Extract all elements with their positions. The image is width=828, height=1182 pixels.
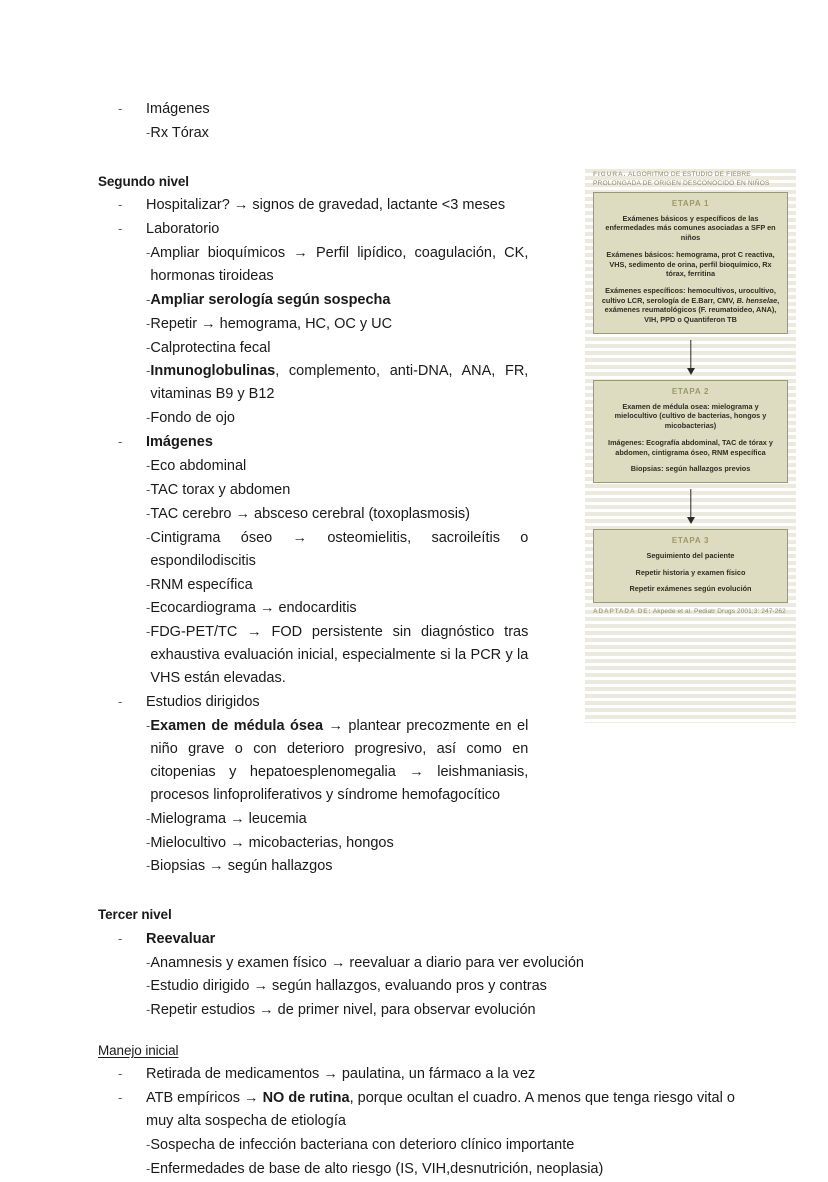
list-item-label — [150, 715, 528, 807]
bullet-dash: - — [146, 858, 151, 874]
bullet-dash: - — [146, 718, 151, 733]
atb-emphasis: NO de rutina — [262, 1090, 350, 1107]
bullet-dash: - — [146, 363, 151, 379]
etapa-2-box — [593, 380, 788, 483]
bullet-dash: - — [146, 244, 151, 260]
list-item-label: Repetir estudios → de primer nivel, para observar evolución — [150, 1002, 536, 1019]
figure-caption-text: ALGORITMO DE ESTUDIO DE FIEBRE PROLONGADA DE ORIGEN DESCONOCIDO EN NIÑOS — [593, 171, 770, 188]
etapa-1-p3-a: Exámenes específicos: hemocultivos, urocultivo, cultivo LCR, serología de E.Barr, CMV, — [601, 285, 776, 305]
bullet-dash: - — [146, 810, 151, 826]
list-item-label — [146, 1087, 758, 1133]
list-item — [146, 832, 758, 855]
bullet-dash: - — [146, 624, 151, 640]
arrow-head-icon — [687, 517, 695, 524]
bullet-dash: - — [146, 410, 151, 426]
etapa-1-p3-italic: B. henselae — [736, 295, 778, 305]
list-item — [146, 975, 758, 998]
bullet-dash: - — [118, 694, 123, 710]
heading-segundo-nivel: Segundo nivel — [98, 173, 189, 189]
figure-caption-label: FIGURA. — [593, 171, 627, 178]
bullet-dash: - — [118, 220, 123, 236]
list-item-label: Imágenes — [146, 434, 213, 451]
bullet-dash: - — [146, 576, 151, 592]
etapa-2-title: ETAPA 2 — [671, 386, 710, 396]
list-item — [118, 98, 758, 121]
list-item-label — [150, 360, 528, 406]
etapa-1-paragraph-3 — [601, 286, 780, 325]
arrow-etapa1-to-etapa2 — [585, 334, 796, 380]
algorithm-figure — [585, 166, 796, 723]
list-item-label: FDG-PET/TC → FOD persistente sin diagnóstico tras exhaustiva evaluación inicial, especialmente si la PCR y la VHS están elevadas. — [150, 624, 529, 687]
list-item-label: RNM específica — [150, 576, 253, 593]
bullet-dash: - — [118, 434, 123, 450]
bullet-dash: - — [146, 600, 151, 616]
section-tercer-nivel — [98, 905, 758, 1022]
etapa-1-paragraph-2: Exámenes básicos: hemograma, prot C reactiva, VHS, sedimento de orina, perfil bioquímico, Rx tórax, ferritina — [606, 249, 775, 279]
list-item — [118, 1087, 758, 1133]
arrow-shaft — [690, 340, 691, 370]
list-item-label: Biopsias → según hallazgos — [150, 858, 333, 875]
list-item-label: Repetir → hemograma, HC, OC y UC — [150, 315, 393, 332]
bullet-dash: - — [118, 197, 123, 213]
etapa-1-paragraph-1: Exámenes básicos y específicos de las enfermedades más comunes asociadas a SFP en niños — [605, 213, 776, 243]
figure-source — [585, 603, 796, 617]
etapa-2-paragraph-3: Biopsias: según hallazgos previos — [630, 464, 751, 474]
etapa-2-paragraph-1: Examen de médula osea: mielograma y mielocultivo (cultivo de bacterias, hongos y micobacterias) — [614, 401, 767, 431]
list-item — [146, 1158, 758, 1181]
list-item — [146, 1134, 758, 1157]
etapa-3-paragraph-3: Repetir exámenes según evolución — [629, 584, 752, 594]
figure-source-label: ADAPTADA DE: — [593, 608, 652, 616]
etapa-1-p3-b: , exámenes reumatológicos (F. reumatoideo, ANA), VIH, PPD o Quantiferon TB — [604, 295, 780, 325]
list-item-label: Fondo de ojo — [150, 410, 235, 427]
list-item-label: Sospecha de infección bacteriana con deterioro clínico importante — [150, 1137, 575, 1154]
list-item-label: Hospitalizar? → signos de gravedad, lactante <3 meses — [146, 197, 506, 214]
atb-rest: , porque ocultan el cuadro. A menos que tenga riesgo vital o muy alta sospecha de etiología — [146, 1090, 735, 1130]
bullet-dash: - — [146, 1137, 151, 1153]
figure-caption — [585, 166, 796, 192]
bullet-dash: - — [146, 978, 151, 994]
list-item-label: Ecocardiograma → endocarditis — [150, 600, 357, 617]
list-item — [146, 122, 758, 145]
list-item-label: Calprotectina fecal — [150, 339, 271, 356]
list-item — [146, 999, 758, 1022]
list-item-label: Anamnesis y examen físico → reevaluar a diario para ver evolución — [150, 954, 584, 971]
list-item-label: Enfermedades de base de alto riesgo (IS, VIH,desnutrición, neoplasia) — [150, 1161, 604, 1178]
list-item-label: TAC torax y abdomen — [150, 481, 291, 498]
list-item-label: Imágenes — [146, 101, 210, 117]
list-item-label: Eco abdominal — [150, 458, 247, 475]
bullet-dash: - — [146, 291, 151, 307]
bullet-dash: - — [146, 481, 151, 497]
atb-lead: ATB empíricos → — [146, 1090, 263, 1107]
bullet-dash: - — [146, 458, 151, 474]
arrow-head-icon — [687, 368, 695, 375]
heading-tercer-nivel: Tercer nivel — [98, 907, 172, 923]
section-intro — [98, 98, 758, 145]
list-item — [146, 855, 758, 878]
list-item — [146, 808, 758, 831]
list-item-rest: → plantear precozmente en el niño grave o con deterioro progresivo, así como en citopenias y hepatoesplenomegalia → leishmaniasis, procesos linfoproliferativos y síndrome hemofagocítico — [150, 718, 529, 803]
list-item-emphasis: Inmunoglobulinas — [150, 363, 276, 380]
heading-manejo-inicial: Manejo inicial — [98, 1043, 179, 1059]
bullet-dash: - — [118, 930, 123, 946]
list-item-label: Mielocultivo → micobacterias, hongos — [150, 834, 394, 851]
list-item — [146, 715, 758, 807]
bullet-dash: - — [118, 101, 123, 116]
bullet-dash: - — [146, 529, 151, 545]
bullet-dash: - — [146, 124, 151, 140]
list-item-label: Estudios dirigidos — [146, 694, 260, 711]
spacer — [98, 879, 758, 905]
etapa-3-title: ETAPA 3 — [671, 535, 710, 545]
list-item-label: Ampliar serología según sospecha — [150, 291, 391, 308]
bullet-dash: - — [118, 1090, 123, 1106]
list-item-label: TAC cerebro → absceso cerebral (toxoplasmosis) — [150, 505, 470, 522]
list-item-label: Estudio dirigido → según hallazgos, evaluando pros y contras — [150, 978, 547, 995]
section-manejo-inicial — [98, 1041, 758, 1181]
etapa-3-paragraph-2: Repetir historia y examen físico — [635, 567, 746, 577]
bullet-dash: - — [146, 834, 151, 850]
list-item — [118, 1063, 758, 1086]
etapa-1-title: ETAPA 1 — [671, 198, 710, 208]
spacer — [98, 1023, 758, 1041]
list-item-emphasis: Examen de médula ósea — [150, 718, 324, 734]
bullet-dash: - — [146, 505, 151, 521]
list-item-label: Reevaluar — [146, 930, 216, 947]
list-item-label: Laboratorio — [146, 220, 220, 237]
list-item — [118, 928, 758, 951]
list-item — [146, 952, 758, 975]
list-item-label: Ampliar bioquímicos → Perfil lipídico, coagulación, CK, hormonas tiroideas — [150, 244, 529, 284]
etapa-1-box — [593, 192, 788, 334]
list-item-label: Mielograma → leucemia — [150, 810, 307, 827]
etapa-3-paragraph-1: Seguimiento del paciente — [646, 550, 735, 560]
bullet-dash: - — [146, 1161, 151, 1177]
bullet-dash: - — [146, 954, 151, 970]
bullet-dash: - — [118, 1066, 123, 1082]
figure-source-text: Akpede et al. Pediatr Drugs 2001;3: 247-262 — [651, 608, 786, 616]
bullet-dash: - — [146, 339, 151, 355]
etapa-2-paragraph-2: Imágenes: Ecografía abdominal, TAC de tórax y abdomen, cintigrama óseo, RNM específica — [608, 437, 773, 457]
bullet-dash: - — [146, 315, 151, 331]
arrow-shaft — [690, 489, 691, 519]
list-item-label: Retirada de medicamentos → paulatina, un fármaco a la vez — [146, 1066, 536, 1083]
bullet-dash: - — [146, 1002, 151, 1018]
list-item-label: Rx Tórax — [150, 124, 209, 141]
arrow-etapa2-to-etapa3 — [585, 483, 796, 529]
etapa-3-box — [593, 529, 788, 603]
list-item-label: Cintigrama óseo → osteomielitis, sacroileítis o espondilodiscitis — [150, 529, 529, 569]
list-item-rest: , complemento, anti-DNA, ANA, FR, vitaminas B9 y B12 — [150, 363, 529, 403]
